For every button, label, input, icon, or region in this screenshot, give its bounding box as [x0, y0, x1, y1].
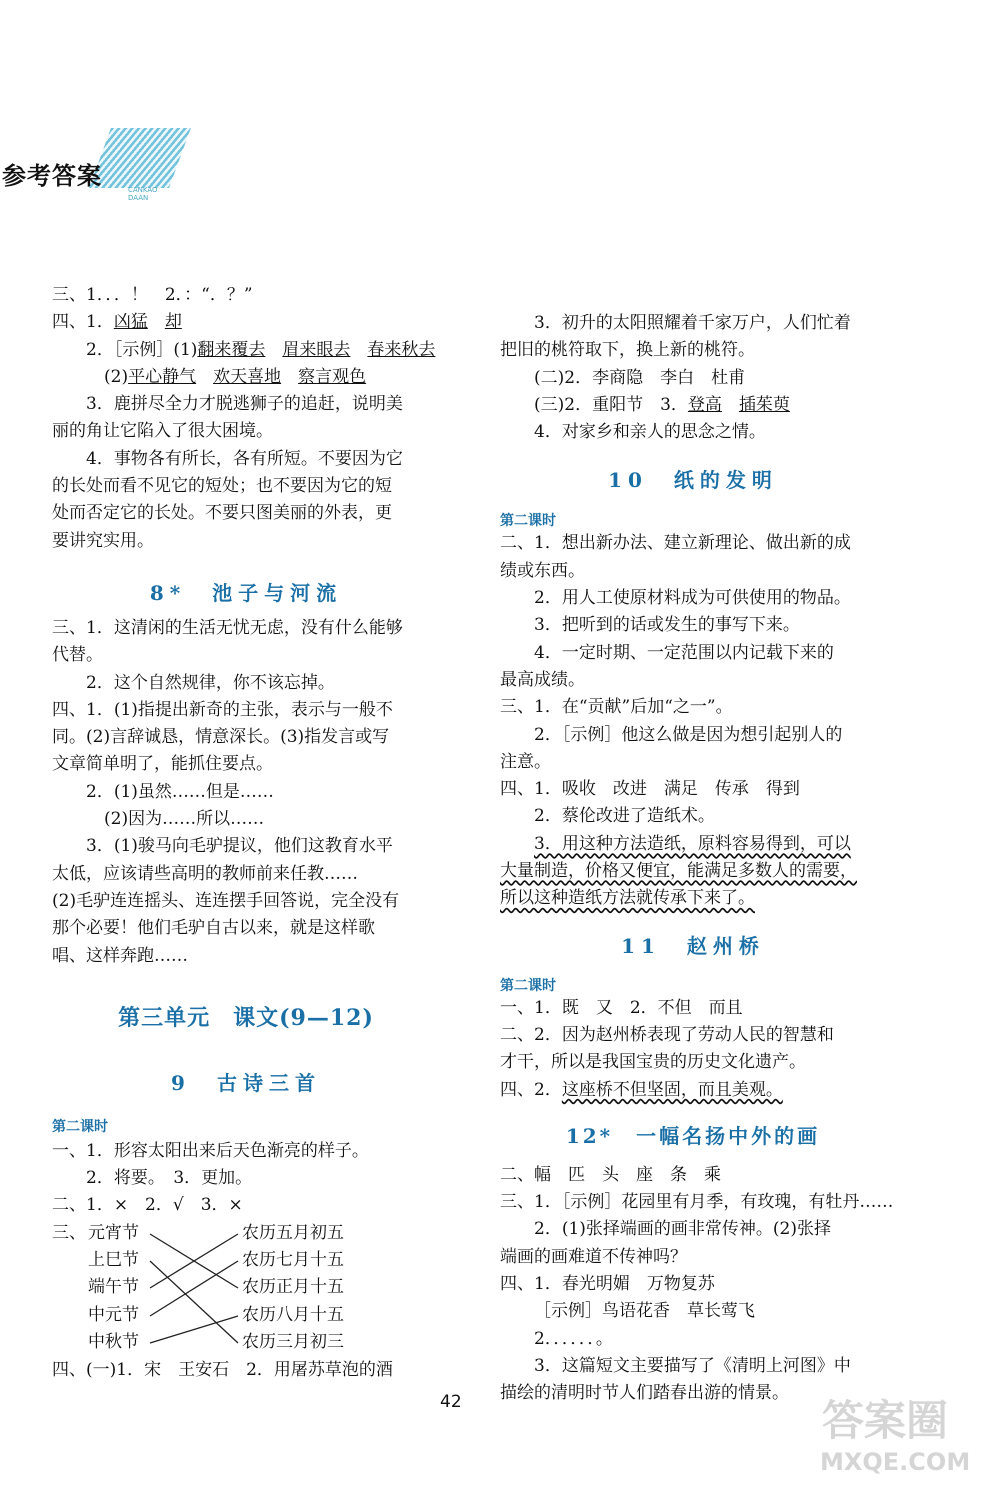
underlined-word: 翻来覆去 — [197, 339, 266, 360]
underlined-word: 凶猛 — [113, 312, 148, 333]
text: 四、1． — [52, 312, 114, 333]
underlined-word: 欢天喜地 — [213, 366, 282, 387]
match-line — [150, 1261, 238, 1316]
underlined-word: 平心静气 — [128, 366, 197, 387]
festival-matching — [52, 1220, 440, 1357]
spacer — [281, 367, 298, 387]
text: (2) — [104, 366, 129, 387]
text-line: 2．(1)张择端画的画非常传神。(2)张择 — [534, 1219, 831, 1240]
underlined-word: 插茱萸 — [738, 394, 790, 415]
text-line: 四、1．(1)指提出新奇的主张，表示与一般不 — [52, 699, 393, 720]
lesson-label: 第二课时 — [500, 977, 556, 994]
text-line: 三、1．在“贡献”后加“之一”。 — [500, 697, 733, 718]
right-column — [500, 310, 894, 1408]
text-line — [500, 1077, 886, 1104]
text-line: 三、1．这清闲的生活无忧无虑，没有什么能够 — [52, 617, 403, 638]
text-line: 的长处而看不见它的短处；也不要因为它的短 — [52, 476, 392, 497]
text-line: (2)毛驴连连摇头、连连摆手回答说，完全没有 — [52, 890, 400, 911]
text-line: 文章简单明了，能抓住要点。 — [52, 754, 273, 775]
text-line: 同。(2)言辞诚恳，情意深长。(3)指发言或写 — [52, 727, 390, 748]
unit-heading: 第三单元 课文(9—12) — [118, 1004, 374, 1031]
section-heading-10: 10 纸的发明 — [608, 468, 778, 493]
festival-item: 上巳节 — [88, 1250, 139, 1271]
text-line: ［示例］鸟语花香 草长莺飞 — [534, 1301, 755, 1322]
spacer — [722, 395, 739, 415]
question-number: 三、 — [52, 1222, 86, 1243]
section-heading-12: 12* 一幅名扬中外的画 — [565, 1123, 821, 1148]
text-line: 2．．．．．．。 — [534, 1328, 613, 1349]
text-line — [52, 309, 440, 336]
watermark — [800, 1388, 990, 1483]
text-line: 丽的角让它陷入了很大困境。 — [52, 421, 273, 442]
date-item: 农历七月十五 — [242, 1250, 344, 1271]
text-line: 唱、这样奔跑…… — [52, 945, 188, 966]
text: (三)2．重阳节 3． — [534, 394, 688, 415]
underlined-word: 登高 — [687, 394, 722, 415]
text-line: 2．将要。 3．更加。 — [86, 1168, 253, 1189]
text-line: 要讲究实用。 — [52, 530, 154, 551]
text-line: 一、1．既 又 2．不但 而且 — [500, 997, 743, 1018]
answer-key-header — [0, 128, 180, 202]
text-line: 四、1．春光明媚 万物复苏 — [500, 1274, 715, 1295]
watermark-title: 答案圈 — [822, 1396, 949, 1445]
text-line — [500, 392, 886, 419]
match-line — [150, 1316, 238, 1343]
text-line: 最高成绩。 — [500, 669, 585, 690]
text-line: 三、1．．．！ 2．：“．？” — [52, 285, 253, 305]
lesson-label: 第二课时 — [500, 513, 556, 530]
watermark-url: MXQE.COM — [820, 1448, 971, 1476]
text-line: 2．用人工使原材料成为可供使用的物品。 — [534, 588, 851, 609]
spacer — [196, 367, 213, 387]
date-item: 农历八月十五 — [242, 1304, 344, 1325]
text-line: 四、(一)1．宋 王安石 2．用屠苏草泡的酒 — [52, 1359, 393, 1380]
text-line: (二)2．李商隐 李白 杜甫 — [534, 367, 746, 388]
section-heading-9: 9 古诗三首 — [171, 1070, 321, 1095]
text-line: 端画的画难道不传神吗？ — [500, 1246, 687, 1267]
text-line: 二、1．想出新办法、建立新理论、做出新的成 — [500, 533, 851, 554]
date-item: 农历三月初三 — [242, 1331, 344, 1352]
underlined-word: 察言观色 — [298, 366, 367, 387]
underlined-sentence: 这座桥不但坚固，而且美观。 — [561, 1079, 783, 1100]
underlined-word: 却 — [164, 312, 182, 333]
festival-item: 中秋节 — [88, 1331, 139, 1352]
text-line: 二、幅 匹 头 座 条 乘 — [500, 1164, 721, 1185]
lesson-label: 第二课时 — [52, 1118, 108, 1135]
header-title: 参考答案 — [2, 162, 102, 190]
date-item: 农历正月十五 — [242, 1277, 344, 1298]
date-list — [242, 1220, 344, 1356]
festival-item: 元宵节 — [88, 1222, 139, 1243]
text-line: 4．一定时期、一定范围以内记载下来的 — [534, 642, 834, 663]
matching-lines — [52, 1220, 252, 1357]
text-line: 3．(1)骏马向毛驴提议，他们这教育水平 — [86, 836, 393, 857]
text-line: 2．这个自然规律，你不该忘掉。 — [86, 672, 335, 693]
text-line: 3．把听到的话或发生的事写下来。 — [534, 615, 800, 636]
text-line: 那个必要！他们毛驴自古以来，就是这样歌 — [52, 918, 375, 939]
text-line: 四、1．吸收 改进 满足 传承 得到 — [500, 779, 800, 800]
header-decoration — [89, 128, 191, 188]
text-line: 才干，所以是我国宝贵的历史文化遗产。 — [500, 1052, 806, 1073]
text-line — [52, 337, 440, 364]
text-line: 二、1．× 2．√ 3．× — [52, 1195, 243, 1216]
text-line: 4．事物各有所长，各有所短。不要因为它 — [86, 448, 403, 469]
header-subtitle: CANKAO DAAN — [128, 186, 158, 202]
text-line: 处而否定它的长处。不要只图美丽的外表，更 — [52, 503, 392, 524]
text: 2．［示例］(1) — [86, 339, 198, 360]
text-line: 2．(1)虽然……但是…… — [86, 781, 274, 802]
section-heading-11: 11 赵州桥 — [621, 933, 765, 958]
spacer — [265, 340, 282, 360]
text-line: 三、1．［示例］花园里有月季，有玫瑰，有牡丹…… — [500, 1192, 894, 1213]
text-line: 3．这篇短文主要描写了《清明上河图》中 — [534, 1355, 851, 1376]
section-heading-8: 8* 池子与河流 — [149, 580, 343, 605]
text-line: 2．蔡伦改进了造纸术。 — [534, 806, 715, 827]
spacer — [148, 312, 165, 332]
text-line: 把旧的桃符取下，换上新的桃符。 — [500, 340, 755, 361]
underlined-word: 春来秋去 — [367, 339, 436, 360]
festival-item: 端午节 — [88, 1277, 139, 1298]
text-line: 绩或东西。 — [500, 560, 585, 581]
underlined-word: 眉来眼去 — [282, 339, 351, 360]
text-line: 4．对家乡和亲人的思念之情。 — [534, 422, 766, 443]
text-line: 所以这种造纸方法就传承下来了。 — [500, 888, 755, 909]
text-line — [52, 364, 440, 391]
text-line: 一、1．形容太阳出来后天色渐亮的样子。 — [52, 1140, 369, 1161]
festival-item: 中元节 — [88, 1304, 139, 1325]
text-line: 二、2．因为赵州桥表现了劳动人民的智慧和 — [500, 1024, 834, 1045]
text-line: 2．［示例］他这么做是因为想引起别人的 — [534, 724, 843, 745]
text: 四、2． — [500, 1079, 562, 1100]
text-line: 代替。 — [52, 645, 103, 666]
text-line: 太低，应该请些高明的教师前来任教…… — [52, 863, 358, 884]
match-line — [150, 1261, 238, 1343]
spacer — [350, 340, 367, 360]
text-line: 3．用这种方法造纸，原料容易得到，可以 — [534, 833, 851, 854]
text-line: 描绘的清明时节人们踏春出游的情景。 — [500, 1383, 789, 1404]
page-number: 42 — [440, 1392, 462, 1412]
date-item: 农历五月初五 — [242, 1222, 344, 1243]
left-column — [52, 282, 440, 1384]
text-line: 3．鹿拼尽全力才脱逃狮子的追赶，说明美 — [86, 394, 403, 415]
text-line: 3．初升的太阳照耀着千家万户，人们忙着 — [534, 313, 851, 333]
text-line: 大量制造，价格又便宜，能满足多数人的需要， — [500, 861, 857, 882]
text-line: 注意。 — [500, 751, 551, 772]
text-line: (2)因为……所以…… — [104, 809, 265, 830]
